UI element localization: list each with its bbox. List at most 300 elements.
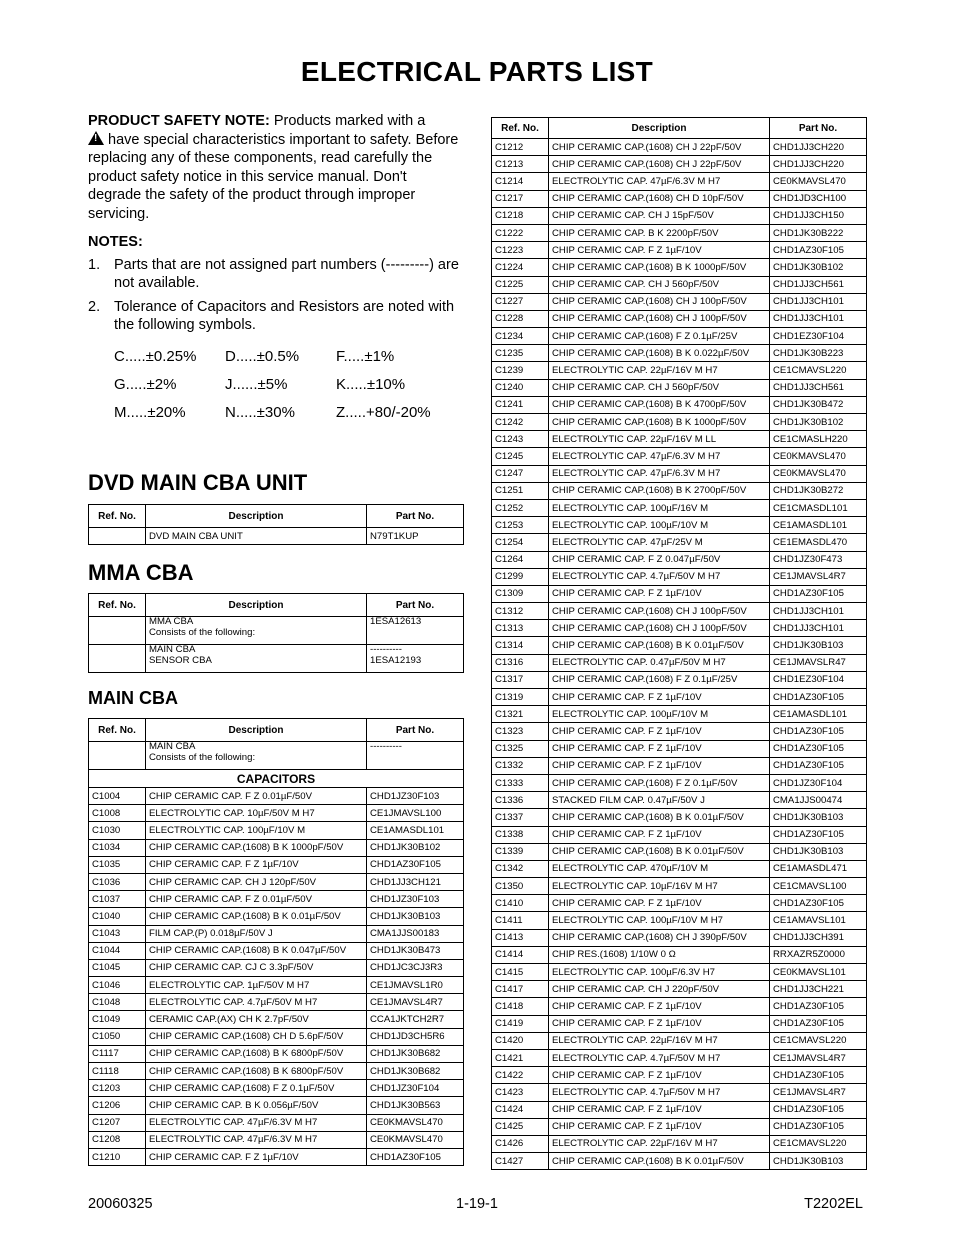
- desc-cell: CHIP CERAMIC CAP. CH J 560pF/50V: [549, 276, 770, 293]
- table-row: [492, 860, 867, 877]
- ref-cell: C1413: [492, 929, 549, 946]
- part-cell: CHD1AZ30F105: [367, 856, 464, 873]
- part-cell: CHD1JZ30F103: [367, 891, 464, 908]
- tolerance-symbol: J......±5%: [225, 375, 288, 393]
- desc-cell: CHIP CERAMIC CAP. F Z 1µF/10V: [549, 1067, 770, 1084]
- part-cell: CE1JMAVSL100: [367, 805, 464, 822]
- desc-cell: ELECTROLYTIC CAP. 100µF/10V M: [549, 706, 770, 723]
- table-row: [492, 929, 867, 946]
- ref-cell: C1239: [492, 362, 549, 379]
- ref-cell: C1321: [492, 706, 549, 723]
- table-row: [492, 259, 867, 276]
- desc-cell: CHIP CERAMIC CAP.(1608) CH D 10pF/50V: [549, 190, 770, 207]
- ref-cell: C1264: [492, 551, 549, 568]
- table-row: [492, 1101, 867, 1118]
- table-row: [492, 328, 867, 345]
- table-row: [492, 551, 867, 568]
- part-cell: ----------: [367, 742, 464, 770]
- table-row: [492, 671, 867, 688]
- table-row: [492, 379, 867, 396]
- ref-cell: C1339: [492, 843, 549, 860]
- part-cell: CHD1AZ30F105: [770, 1067, 867, 1084]
- ref-cell: C1247: [492, 465, 549, 482]
- desc-cell: ELECTROLYTIC CAP. 4.7µF/50V M H7: [549, 568, 770, 585]
- desc-cell: CHIP CERAMIC CAP. F Z 1µF/10V: [549, 826, 770, 843]
- ref-cell: C1253: [492, 517, 549, 534]
- notes-heading: NOTES:: [88, 233, 143, 250]
- group-row: [89, 770, 464, 788]
- part-cell: CHD1JJ3CH101: [770, 310, 867, 327]
- desc-cell: STACKED FILM CAP. 0.47µF/50V J: [549, 792, 770, 809]
- ref-cell: C1254: [492, 534, 549, 551]
- part-cell: CE1CMAVSL100: [770, 878, 867, 895]
- col-header-ref: Ref. No.: [89, 505, 146, 528]
- table-row: [492, 895, 867, 912]
- desc-cell: CHIP CERAMIC CAP.(1608) B K 6800pF/50V: [146, 1063, 367, 1080]
- part-cell: CHD1JK30B472: [770, 396, 867, 413]
- part-cell: CHD1AZ30F105: [770, 585, 867, 602]
- part-cell: CHD1JZ30F103: [367, 788, 464, 805]
- table-row: [89, 742, 464, 770]
- ref-cell: C1427: [492, 1153, 549, 1170]
- ref-cell: C1208: [89, 1131, 146, 1148]
- safety-note-label: PRODUCT SAFETY NOTE:: [88, 113, 270, 129]
- desc-cell: CHIP CERAMIC CAP. F Z 0.047µF/50V: [549, 551, 770, 568]
- ref-cell: C1050: [89, 1028, 146, 1045]
- table-row: [492, 1015, 867, 1032]
- desc-cell: CERAMIC CAP.(AX) CH K 2.7pF/50V: [146, 1011, 367, 1028]
- part-cell: CE1CMAVSL220: [770, 1135, 867, 1152]
- ref-cell: C1048: [89, 994, 146, 1011]
- part-cell: CHD1JJ3CH121: [367, 873, 464, 890]
- part-cell: CHD1JJ3CH221: [770, 981, 867, 998]
- col-header-desc: Description: [146, 505, 367, 528]
- part-cell: CHD1AZ30F105: [770, 998, 867, 1015]
- ref-cell: C1419: [492, 1015, 549, 1032]
- part-cell: CHD1EZ30F104: [770, 328, 867, 345]
- table-row: [492, 207, 867, 224]
- part-cell: CHD1AZ30F105: [770, 689, 867, 706]
- ref-cell: C1206: [89, 1097, 146, 1114]
- ref-cell: C1040: [89, 908, 146, 925]
- part-cell: CMA1JJS00474: [770, 792, 867, 809]
- ref-cell: C1309: [492, 585, 549, 602]
- table-row: [492, 637, 867, 654]
- part-line: ----------: [370, 644, 402, 655]
- part-cell: CHD1JJ3CH220: [770, 156, 867, 173]
- col-header-ref: Ref. No.: [89, 594, 146, 617]
- ref-cell: C1225: [492, 276, 549, 293]
- part-cell: CE0KMAVSL470: [770, 465, 867, 482]
- ref-cell: C1234: [492, 328, 549, 345]
- desc-cell: ELECTROLYTIC CAP. 47µF/6.3V M H7: [549, 173, 770, 190]
- ref-cell: C1417: [492, 981, 549, 998]
- table-row: [492, 723, 867, 740]
- table-row: [492, 310, 867, 327]
- desc-cell: ELECTROLYTIC CAP. 100µF/10V M: [146, 822, 367, 839]
- safety-note-text: have special characteristics important to safety. Before replacing any of these components, read carefully the product safety notice in this service manual. Don't degrade the safety of the product through improper servicing.: [88, 131, 459, 222]
- desc-cell: ELECTROLYTIC CAP. 10µF/16V M H7: [549, 878, 770, 895]
- table-row: [492, 156, 867, 173]
- table-row: [492, 139, 867, 156]
- part-cell: CHD1AZ30F105: [770, 723, 867, 740]
- part-cell: CHD1AZ30F105: [770, 895, 867, 912]
- part-cell: CE0KMAVSL470: [367, 1131, 464, 1148]
- table-row: [89, 839, 464, 856]
- parts-table-continued: [491, 117, 867, 1170]
- table-row: [492, 843, 867, 860]
- desc-cell: CHIP CERAMIC CAP.(1608) CH D 5.6pF/50V: [146, 1028, 367, 1045]
- part-cell: CE1JMAVSL4R7: [770, 1049, 867, 1066]
- footer-page-number: 1-19-1: [456, 1196, 498, 1212]
- tolerance-symbol: Z.....+80/-20%: [336, 403, 431, 421]
- table-row: [492, 431, 867, 448]
- table-row: [89, 788, 464, 805]
- ref-cell: C1242: [492, 414, 549, 431]
- desc-cell: CHIP CERAMIC CAP.(1608) CH J 100pF/50V: [549, 620, 770, 637]
- desc-cell: CHIP CERAMIC CAP. CH J 220pF/50V: [549, 981, 770, 998]
- ref-cell: C1316: [492, 654, 549, 671]
- desc-cell: CHIP CERAMIC CAP. CH J 120pF/50V: [146, 873, 367, 890]
- part-cell: CHD1JZ30F104: [367, 1080, 464, 1097]
- col-header-desc: Description: [146, 594, 367, 617]
- part-cell: CHD1JK30B682: [367, 1063, 464, 1080]
- ref-cell: C1049: [89, 1011, 146, 1028]
- ref-cell: C1415: [492, 964, 549, 981]
- table-row: [89, 1131, 464, 1148]
- table-row: [89, 1011, 464, 1028]
- desc-cell: ELECTROLYTIC CAP. 4.7µF/50V M H7: [549, 1084, 770, 1101]
- table-row: [89, 528, 464, 545]
- ref-cell: C1425: [492, 1118, 549, 1135]
- ref-cell: [89, 617, 146, 645]
- part-cell: CHD1JD3CH5R6: [367, 1028, 464, 1045]
- part-cell: CHD1JK30B222: [770, 224, 867, 241]
- tolerance-symbol: N.....±30%: [225, 403, 295, 421]
- ref-cell: C1044: [89, 942, 146, 959]
- ref-cell: C1228: [492, 310, 549, 327]
- safety-notes-section: [88, 112, 463, 432]
- main-cba-rows: [89, 788, 464, 1166]
- part-cell: CHD1JD3CH100: [770, 190, 867, 207]
- ref-cell: C1118: [89, 1063, 146, 1080]
- dvd-main-cba-heading: DVD MAIN CBA UNIT: [88, 470, 308, 495]
- table-row: [492, 276, 867, 293]
- ref-cell: C1325: [492, 740, 549, 757]
- ref-cell: [89, 742, 146, 770]
- ref-cell: C1411: [492, 912, 549, 929]
- table-row: [89, 873, 464, 890]
- part-cell: CHD1JK30B103: [770, 843, 867, 860]
- desc-cell: CHIP CERAMIC CAP. B K 0.056µF/50V: [146, 1097, 367, 1114]
- table-row: [492, 1118, 867, 1135]
- table-row: [89, 1045, 464, 1062]
- table-row: [492, 1032, 867, 1049]
- part-cell: CHD1JK30B103: [367, 908, 464, 925]
- main-cba-table: [88, 718, 464, 1166]
- part-cell: CE1CMAVSL220: [770, 1032, 867, 1049]
- ref-cell: C1414: [492, 946, 549, 963]
- ref-cell: C1235: [492, 345, 549, 362]
- table-row: [492, 809, 867, 826]
- desc-cell: CHIP CERAMIC CAP.(1608) F Z 0.1µF/50V: [146, 1080, 367, 1097]
- desc-cell: ELECTROLYTIC CAP. 100µF/10V M H7: [549, 912, 770, 929]
- table-row: [89, 1097, 464, 1114]
- table-row: [89, 1148, 464, 1165]
- desc-cell: ELECTROLYTIC CAP. 22µF/16V M H7: [549, 1135, 770, 1152]
- ref-cell: C1034: [89, 839, 146, 856]
- part-cell: CE0KMAVSL470: [770, 173, 867, 190]
- desc-cell: CHIP CERAMIC CAP. CH J 560pF/50V: [549, 379, 770, 396]
- part-cell: CE1CMASDL101: [770, 499, 867, 516]
- tolerance-symbol: D.....±0.5%: [225, 347, 300, 365]
- table-row: [492, 998, 867, 1015]
- table-row: [492, 757, 867, 774]
- table-row: [492, 242, 867, 259]
- ref-cell: C1245: [492, 448, 549, 465]
- col-header-part: Part No.: [367, 719, 464, 742]
- table-row: [89, 994, 464, 1011]
- table-row: [492, 396, 867, 413]
- table-row: [492, 1049, 867, 1066]
- table-row: [89, 925, 464, 942]
- part-cell: CHD1AZ30F105: [367, 1148, 464, 1165]
- desc-cell: ELECTROLYTIC CAP. 100µF/10V M: [549, 517, 770, 534]
- part-cell: CE1CMASLH220: [770, 431, 867, 448]
- table-row: [89, 1080, 464, 1097]
- desc-cell: ELECTROLYTIC CAP. 100µF/16V M: [549, 499, 770, 516]
- desc-cell: CHIP CERAMIC CAP. F Z 0.01µF/50V: [146, 788, 367, 805]
- desc-cell: CHIP CERAMIC CAP.(1608) B K 2700pF/50V: [549, 482, 770, 499]
- part-cell: CMA1JJS00183: [367, 925, 464, 942]
- desc-cell: ELECTROLYTIC CAP. 0.47µF/50V M H7: [549, 654, 770, 671]
- part-cell: RRXAZR5Z0000: [770, 946, 867, 963]
- ref-cell: C1222: [492, 224, 549, 241]
- desc-cell: ELECTROLYTIC CAP. 22µF/16V M H7: [549, 1032, 770, 1049]
- table-row: [89, 908, 464, 925]
- ref-cell: C1251: [492, 482, 549, 499]
- part-cell: N79T1KUP: [367, 528, 464, 545]
- part-cell: CHD1AZ30F105: [770, 740, 867, 757]
- note-text: Tolerance of Capacitors and Resistors are noted with the following symbols.: [114, 298, 455, 333]
- desc-line: Consists of the following:: [149, 751, 256, 763]
- table-row: [89, 942, 464, 959]
- part-cell: CE1JMAVSL1R0: [367, 977, 464, 994]
- ref-cell: C1323: [492, 723, 549, 740]
- part-cell: CHD1JK30B682: [367, 1045, 464, 1062]
- table-row: [89, 617, 464, 645]
- part-cell: CE1JMAVSLR47: [770, 654, 867, 671]
- part-cell: CE0KMAVSL470: [367, 1114, 464, 1131]
- table-header-row: [89, 505, 464, 528]
- table-row: [492, 826, 867, 843]
- part-cell: CE1JMAVSL4R7: [770, 1084, 867, 1101]
- desc-cell: CHIP CERAMIC CAP. F Z 1µF/10V: [549, 895, 770, 912]
- tolerance-row: [114, 404, 463, 432]
- table-row: [89, 891, 464, 908]
- part-cell: CHD1JJ3CH561: [770, 276, 867, 293]
- desc-cell: ELECTROLYTIC CAP. 100µF/6.3V H7: [549, 964, 770, 981]
- desc-cell: CHIP CERAMIC CAP.(1608) B K 4700pF/50V: [549, 396, 770, 413]
- ref-cell: C1336: [492, 792, 549, 809]
- ref-cell: C1420: [492, 1032, 549, 1049]
- ref-cell: C1046: [89, 977, 146, 994]
- desc-cell: CHIP CERAMIC CAP.(1608) B K 1000pF/50V: [549, 259, 770, 276]
- table-row: [492, 293, 867, 310]
- desc-cell: ELECTROLYTIC CAP. 1µF/50V M H7: [146, 977, 367, 994]
- part-cell: CHD1JK30B102: [770, 414, 867, 431]
- ref-cell: [89, 645, 146, 673]
- desc-cell: CHIP CERAMIC CAP. F Z 1µF/10V: [549, 740, 770, 757]
- desc-cell: CHIP CERAMIC CAP. CH J 15pF/50V: [549, 207, 770, 224]
- table-row: [492, 981, 867, 998]
- ref-cell: C1317: [492, 671, 549, 688]
- part-cell: CHD1JZ30F104: [770, 774, 867, 791]
- part-cell: CHD1JK30B102: [770, 259, 867, 276]
- table-row: [492, 568, 867, 585]
- table-row: [492, 620, 867, 637]
- desc-cell: CHIP CERAMIC CAP.(1608) F Z 0.1µF/25V: [549, 671, 770, 688]
- ref-cell: C1217: [492, 190, 549, 207]
- ref-cell: C1423: [492, 1084, 549, 1101]
- ref-cell: C1243: [492, 431, 549, 448]
- col-header-part: Part No.: [367, 594, 464, 617]
- part-cell: CE0KMAVSL470: [770, 448, 867, 465]
- desc-cell: CHIP CERAMIC CAP.(1608) CH J 22pF/50V: [549, 156, 770, 173]
- part-cell: CHD1JJ3CH101: [770, 603, 867, 620]
- desc-cell: ELECTROLYTIC CAP. 470µF/10V M: [549, 860, 770, 877]
- desc-cell: [146, 645, 367, 673]
- table-row: [492, 173, 867, 190]
- tolerance-symbol: C.....±0.25%: [114, 347, 197, 365]
- ref-cell: C1240: [492, 379, 549, 396]
- tolerance-table: [114, 348, 463, 432]
- ref-cell: C1342: [492, 860, 549, 877]
- ref-cell: C1424: [492, 1101, 549, 1118]
- table-row: [492, 585, 867, 602]
- mma-cba-table: [88, 593, 464, 673]
- desc-cell: ELECTROLYTIC CAP. 4.7µF/50V M H7: [146, 994, 367, 1011]
- ref-cell: C1319: [492, 689, 549, 706]
- table-row: [89, 645, 464, 673]
- ref-cell: C1252: [492, 499, 549, 516]
- tolerance-symbol: K.....±10%: [336, 375, 406, 393]
- table-row: [492, 1135, 867, 1152]
- part-cell: CHD1JJ3CH101: [770, 293, 867, 310]
- ref-cell: C1338: [492, 826, 549, 843]
- table-row: [492, 878, 867, 895]
- ref-cell: C1218: [492, 207, 549, 224]
- table-row: [492, 362, 867, 379]
- desc-line: MAIN CBA: [149, 741, 196, 752]
- table-row: [492, 190, 867, 207]
- ref-cell: C1035: [89, 856, 146, 873]
- desc-cell: CHIP CERAMIC CAP.(1608) CH J 100pF/50V: [549, 603, 770, 620]
- safety-note-line1: Products marked with a: [273, 113, 426, 129]
- ref-cell: C1207: [89, 1114, 146, 1131]
- table-row: [89, 1028, 464, 1045]
- part-cell: [367, 617, 464, 645]
- warning-triangle-icon: [88, 131, 104, 145]
- part-cell: CHD1JK30B223: [770, 345, 867, 362]
- desc-line: MAIN CBA: [149, 644, 196, 655]
- group-heading: CAPACITORS: [89, 770, 464, 788]
- tolerance-symbol: G.....±2%: [114, 375, 177, 393]
- desc-cell: CHIP CERAMIC CAP.(1608) B K 0.01µF/50V: [549, 1153, 770, 1170]
- desc-cell: CHIP CERAMIC CAP. F Z 1µF/10V: [549, 242, 770, 259]
- ref-cell: C1212: [492, 139, 549, 156]
- part-cell: CHD1JK30B103: [770, 1153, 867, 1170]
- footer-date: 20060325: [88, 1196, 153, 1212]
- ref-cell: C1332: [492, 757, 549, 774]
- table-header-row: [492, 118, 867, 139]
- desc-cell: [146, 742, 367, 770]
- table-row: [89, 805, 464, 822]
- ref-cell: C1421: [492, 1049, 549, 1066]
- table-row: [492, 224, 867, 241]
- desc-cell: CHIP CERAMIC CAP. F Z 0.01µF/50V: [146, 891, 367, 908]
- table-row: [89, 856, 464, 873]
- part-cell: CE1AMAVSL101: [770, 912, 867, 929]
- part-cell: CHD1JC3CJ3R3: [367, 959, 464, 976]
- ref-cell: C1241: [492, 396, 549, 413]
- table-row: [492, 1067, 867, 1084]
- table-row: [492, 946, 867, 963]
- table-row: [492, 448, 867, 465]
- part-cell: CE1AMASDL101: [770, 517, 867, 534]
- desc-cell: CHIP CERAMIC CAP.(1608) CH J 390pF/50V: [549, 929, 770, 946]
- ref-cell: C1333: [492, 774, 549, 791]
- part-cell: [367, 645, 464, 673]
- ref-cell: C1004: [89, 788, 146, 805]
- part-cell: CE1JMAVSL4R7: [367, 994, 464, 1011]
- desc-cell: CHIP CERAMIC CAP.(1608) B K 1000pF/50V: [549, 414, 770, 431]
- desc-cell: CHIP CERAMIC CAP.(1608) F Z 0.1µF/25V: [549, 328, 770, 345]
- desc-cell: ELECTROLYTIC CAP. 22µF/16V M H7: [549, 362, 770, 379]
- table-row: [89, 1063, 464, 1080]
- main-cba-heading: MAIN CBA: [88, 688, 178, 708]
- desc-cell: CHIP CERAMIC CAP.(1608) CH J 100pF/50V: [549, 310, 770, 327]
- desc-cell: CHIP CERAMIC CAP. F Z 1µF/10V: [549, 689, 770, 706]
- tolerance-symbol: F.....±1%: [336, 347, 395, 365]
- table-row: [492, 689, 867, 706]
- part-cell: CHD1JK30B103: [770, 809, 867, 826]
- table-row: [492, 499, 867, 516]
- table-row: [89, 977, 464, 994]
- table-row: [492, 964, 867, 981]
- desc-cell: CHIP CERAMIC CAP. F Z 1µF/10V: [146, 1148, 367, 1165]
- part-cell: CHD1AZ30F105: [770, 826, 867, 843]
- ref-cell: C1210: [89, 1148, 146, 1165]
- desc-cell: CHIP CERAMIC CAP. B K 2200pF/50V: [549, 224, 770, 241]
- desc-cell: CHIP CERAMIC CAP.(1608) CH J 100pF/50V: [549, 293, 770, 310]
- ref-cell: C1037: [89, 891, 146, 908]
- desc-line: Consists of the following:: [149, 626, 256, 638]
- desc-cell: CHIP RES.(1608) 1/10W 0 Ω: [549, 946, 770, 963]
- part-cell: CE1EMASDL470: [770, 534, 867, 551]
- ref-cell: [89, 528, 146, 545]
- dvd-main-cba-table: [88, 504, 464, 545]
- col-header-desc: Description: [146, 719, 367, 742]
- part-cell: CE1AMASDL101: [367, 822, 464, 839]
- table-row: [492, 912, 867, 929]
- part-cell: CE0KMAVSL101: [770, 964, 867, 981]
- part-cell: CHD1AZ30F105: [770, 1118, 867, 1135]
- part-cell: CE1AMASDL471: [770, 860, 867, 877]
- table-row: [492, 345, 867, 362]
- ref-cell: C1214: [492, 173, 549, 190]
- desc-cell: FILM CAP.(P) 0.018µF/50V J: [146, 925, 367, 942]
